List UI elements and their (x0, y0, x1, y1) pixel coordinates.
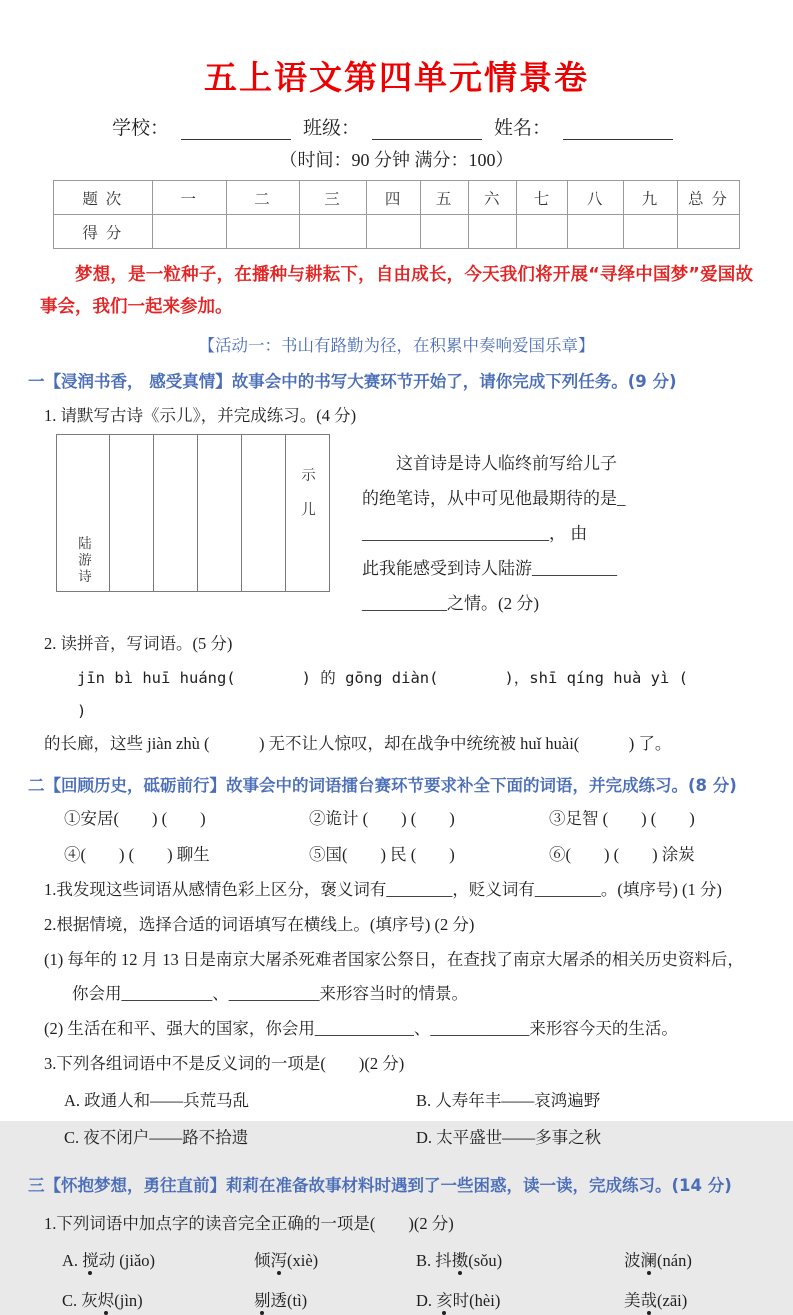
section2-q2: 2.根据情境，选择合适的词语填写在横线上。(填序号) (2 分) (44, 914, 475, 934)
pinyin-segment: ) (77, 701, 87, 720)
dotted-char: 烬 (97, 1291, 115, 1311)
poem-note-line: __________之情。(2 分) (362, 594, 540, 614)
poem-empty-column (198, 435, 242, 591)
option-d-word-1 (416, 1287, 624, 1311)
word-pre: 抖 (435, 1251, 452, 1271)
poem-exercise-row (56, 434, 793, 621)
option-b-word-1 (416, 1247, 624, 1271)
poem-empty-column (242, 435, 286, 591)
option-label: D. (416, 1291, 437, 1311)
score-col-6: 六 (469, 181, 517, 215)
poem-empty-column (154, 435, 198, 591)
word-post: (jìn) (114, 1291, 143, 1311)
school-label: 学校： (111, 118, 169, 139)
word-item-1: ①安居( ) ( ) (64, 809, 206, 829)
option-b: B. 人寿年丰——哀鸿遍野 (416, 1091, 601, 1110)
poem-note-line: 的绝笔诗，从中可见他最期待的是_ (362, 489, 626, 509)
section2-q2-sub1-line2: 你会用___________、___________来形容当时的情景。 (72, 984, 468, 1004)
pinyin-segment: jīn bì huī huáng( (77, 668, 236, 687)
word-item-5: ⑤国( ) 民 ( ) (309, 845, 455, 865)
section2-q3-options-row-2 (64, 1122, 793, 1153)
option-a: A. 政通人和——兵荒马乱 (64, 1091, 250, 1110)
pinyin-segment: ) 无不让人惊叹，却在战争中统统被 huǐ huài( (258, 733, 580, 753)
section1-header: 一【浸润书香， 感受真情】故事会中的书写大赛环节开始了，请你完成下列任务。(9 分) (28, 371, 677, 391)
page-title: 五上语文第四单元情景卷 (204, 58, 589, 97)
word-completion-row-1 (64, 804, 793, 834)
dotted-char: 亥 (436, 1291, 453, 1311)
pinyin-segment: ) 的 gōng diàn( (301, 668, 439, 687)
option-c-word-1 (62, 1287, 254, 1311)
word-post: (xiè) (287, 1251, 319, 1271)
option-d: D. 太平盛世——多事之秋 (416, 1128, 602, 1148)
word-pre: 波 (624, 1251, 641, 1271)
poem-author-column (57, 435, 110, 591)
section3-q1: 1.下列词语中加点字的读音完全正确的一项是( )(2 分) (44, 1214, 454, 1234)
pinyin-exercise (44, 661, 753, 760)
score-cell (152, 215, 226, 249)
pinyin-segment: )，shī qíng huà yì ( (504, 668, 688, 687)
word-item-2: ②诡计 ( ) ( ) (309, 809, 455, 829)
word-post: 时(hèi) (452, 1291, 501, 1311)
score-cell (623, 215, 677, 249)
option-b-word-2 (624, 1247, 793, 1271)
word-pre: 灰 (81, 1291, 98, 1311)
section3-options-row-2 (62, 1287, 793, 1311)
word-item-6: ⑥( ) ( ) 涂炭 (549, 845, 695, 865)
score-cell (568, 215, 623, 249)
score-col-4: 四 (367, 181, 421, 215)
word-item-4: ④( ) ( ) 聊生 (64, 845, 210, 865)
poem-note-line: 此我能感受到诗人陆游__________ (362, 559, 617, 579)
score-col-3: 三 (299, 181, 366, 215)
class-blank (372, 120, 482, 140)
score-table-header-row (54, 181, 740, 215)
section1-q2: 2. 读拼音，写词语。(5 分) (44, 634, 233, 654)
dotted-char: 擞 (451, 1251, 469, 1271)
score-row-label: 得 分 (54, 215, 153, 249)
score-table (53, 180, 740, 249)
name-blank (563, 120, 673, 140)
score-col-7: 七 (517, 181, 568, 215)
section2-q2-sub2: (2) 生活在和平、强大的国家，你会用____________、____________来形容今天的生活。 (44, 1019, 678, 1039)
section1-q1: 1. 请默写古诗《示儿》，并完成练习。(4 分) (44, 405, 357, 425)
activity-heading: 【活动一：书山有路勤为径，在积累中奏响爱国乐章】 (198, 335, 595, 355)
option-label: A. (62, 1251, 83, 1271)
section3-header: 三【怀抱梦想，勇往直前】莉莉在准备故事材料时遇到了一些困惑，读一读，完成练习。(14 分) (28, 1175, 732, 1195)
pinyin-line-2 (44, 727, 753, 760)
section2-q1: 1.我发现这些词语从感情色彩上区分，褒义词有________，贬义词有________。(填序号) (1 分) (44, 879, 722, 899)
option-label: B. (416, 1251, 436, 1271)
option-a-word-1 (62, 1247, 254, 1271)
score-cell (517, 215, 568, 249)
score-cell (677, 215, 739, 249)
intro-paragraph: 梦想，是一粒种子，在播种与耕耘下，自由成长，今天我们将开展“寻绎中国梦”爱国故事会，我们一起来参加。 (40, 265, 753, 318)
score-table-score-row (54, 215, 740, 249)
score-cell (367, 215, 421, 249)
answer-gap (209, 734, 259, 753)
time-score-line: （时间：90 分钟 满分：100） (279, 150, 514, 170)
poem-title-column (286, 435, 329, 591)
poem-note-line: ______________________， 由 (362, 524, 588, 544)
word-post: (zāi) (657, 1291, 688, 1311)
poem-author-label: 陆游诗 (76, 535, 91, 586)
dotted-char: 澜 (640, 1251, 657, 1271)
word-post: 透(tì) (270, 1291, 308, 1311)
score-col-5: 五 (421, 181, 469, 215)
score-cell (226, 215, 299, 249)
word-item-3: ③足智 ( ) ( ) (549, 809, 695, 829)
word-pre: 倾 (254, 1251, 271, 1271)
class-label: 班级： (302, 118, 360, 139)
option-a-word-2 (254, 1247, 416, 1271)
pinyin-line-1 (44, 661, 753, 727)
section2-q2-sub1-line1: (1) 每年的 12 月 13 日是南京大屠杀死难者国家公祭日，在查找了南京大屠杀的相关历史资料后， (44, 949, 744, 969)
section2-q3: 3.下列各组词语中不是反义词的一项是( )(2 分) (44, 1054, 405, 1074)
school-blank (181, 120, 291, 140)
section3-options-row-1 (62, 1247, 793, 1271)
poem-title-label: 示儿 (299, 467, 315, 537)
score-col-total: 总 分 (677, 181, 739, 215)
option-c: C. 夜不闭户——路不拾遗 (64, 1128, 249, 1148)
answer-gap (688, 668, 754, 687)
score-cell (469, 215, 517, 249)
score-col-8: 八 (568, 181, 623, 215)
word-completion-row-2 (64, 840, 793, 870)
dotted-char: 搅 (82, 1251, 99, 1271)
score-col-label: 题 次 (54, 181, 153, 215)
option-c-word-2 (254, 1287, 416, 1311)
pinyin-segment: ) 了。 (628, 733, 672, 753)
poem-note-line: 这首诗是诗人临终前写给儿子 (396, 454, 617, 474)
word-post: (sǒu) (468, 1251, 503, 1271)
dotted-char: 哉 (640, 1291, 657, 1311)
student-info-line (0, 113, 793, 140)
score-col-1: 一 (152, 181, 226, 215)
section2-header: 二【回顾历史，砥砺前行】故事会中的词语擂台赛环节要求补全下面的词语，并完成练习。(8 分) (28, 775, 737, 795)
score-col-2: 二 (226, 181, 299, 215)
word-post: (nán) (657, 1251, 692, 1271)
dotted-char: 剔 (254, 1291, 271, 1311)
name-label: 姓名： (494, 118, 552, 139)
score-cell (299, 215, 366, 249)
poem-empty-column (110, 435, 154, 591)
word-post: 动 (jiǎo) (98, 1251, 156, 1271)
option-d-word-2 (624, 1287, 793, 1311)
score-col-9: 九 (623, 181, 677, 215)
word-pre: 美 (624, 1291, 641, 1311)
dotted-char: 泻 (270, 1251, 287, 1271)
poem-note-text (362, 446, 734, 621)
pinyin-segment: 的长廊，这些 jiàn zhù ( (44, 733, 210, 753)
answer-gap (236, 668, 302, 687)
section2-q3-options-row-1 (64, 1085, 793, 1116)
score-cell (421, 215, 469, 249)
answer-gap (579, 734, 629, 753)
answer-gap (438, 668, 504, 687)
poem-writing-grid (56, 434, 330, 592)
option-label: C. (62, 1291, 82, 1311)
